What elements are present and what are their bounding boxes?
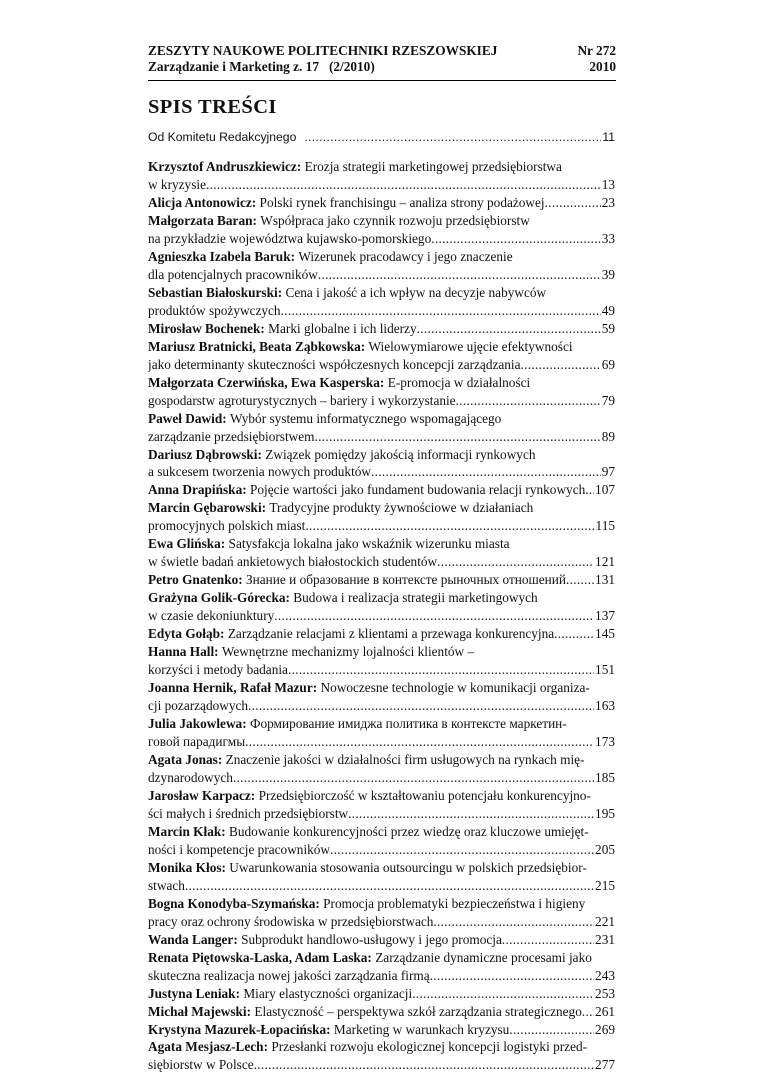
toc-entry[interactable] xyxy=(148,625,615,643)
toc-entry-line xyxy=(148,895,615,913)
author-name: Petro Gnatenko: xyxy=(148,572,243,588)
toc-entry-line xyxy=(148,877,615,895)
dot-leader xyxy=(233,769,594,787)
dot-leader xyxy=(318,266,601,284)
page-number: 11 xyxy=(602,130,615,144)
entry-title: a sukcesem tworzenia nowych produktów xyxy=(148,464,372,480)
page-number: 137 xyxy=(595,608,615,624)
toc-entry[interactable] xyxy=(148,499,615,535)
toc-entry-line xyxy=(148,841,615,859)
series-part: (2/2010) xyxy=(328,59,375,74)
toc-entry[interactable] xyxy=(148,320,615,338)
entry-title: Miary elastyczności organizacji xyxy=(243,985,413,1001)
entry-title: Budowa i realizacja strategii marketingowych xyxy=(293,590,538,606)
entry-title: produktów spożywczych xyxy=(148,302,281,318)
page-number: 173 xyxy=(595,734,615,749)
toc-entry-line xyxy=(148,266,615,284)
page-number: 205 xyxy=(595,841,615,857)
toc-entry-line xyxy=(148,1021,615,1039)
dot-leader xyxy=(554,625,594,643)
entry-title: w kryzysie xyxy=(148,176,206,192)
entry-title: promocyjnych polskich miast xyxy=(148,518,306,534)
entry-title: korzyści i metody badania xyxy=(148,662,288,678)
toc-entry-line xyxy=(148,679,615,697)
entry-title: dla potencjalnych pracowników xyxy=(148,266,318,282)
dot-leader xyxy=(281,302,601,320)
toc-entry-line xyxy=(148,158,615,176)
entry-title: Формирование имиджа политика в контексте маркетин- xyxy=(249,716,567,732)
author-name: Julia Jakowlewa: xyxy=(148,716,247,732)
toc-entry-line xyxy=(148,302,615,320)
page-number: 221 xyxy=(595,913,615,929)
toc-entry-line xyxy=(148,625,615,643)
dot-leader xyxy=(288,661,594,679)
author-name: Jarosław Karpacz: xyxy=(148,787,256,803)
toc-entry-line xyxy=(148,1003,615,1021)
toc-entry[interactable] xyxy=(148,895,615,931)
author-name: Paweł Dawid: xyxy=(148,410,227,426)
entry-title: Tradycyjne produkty żywnościowe w działaniach xyxy=(269,500,534,516)
toc-entry-line xyxy=(148,607,615,625)
author-name: Monika Kłos: xyxy=(148,859,226,875)
author-name: Krystyna Mazurek-Łopacińska: xyxy=(148,1021,331,1037)
dot-leader xyxy=(545,194,601,212)
dot-leader xyxy=(566,571,594,589)
toc-entry-line xyxy=(148,535,615,553)
toc-entry[interactable] xyxy=(148,859,615,895)
toc-entry[interactable] xyxy=(148,212,615,248)
page-number: 253 xyxy=(595,985,615,1001)
entry-title: Satysfakcja lokalna jako wskaźnik wizerunku miasta xyxy=(228,536,510,552)
toc-entry-line xyxy=(148,230,615,248)
entry-title: Zarządzanie relacjami z klientami a przewaga konkurencyjna xyxy=(227,626,555,642)
page-number: 69 xyxy=(601,356,615,372)
author-name: Sebastian Białoskurski: xyxy=(148,284,283,300)
toc-entry-line xyxy=(148,805,615,823)
toc-entries xyxy=(148,158,615,1074)
author-name: Anna Drapińska: xyxy=(148,482,247,498)
toc-entry-line xyxy=(148,787,615,805)
page-number: 13 xyxy=(601,176,615,192)
entry-title: Wielowymiarowe ujęcie efektywności xyxy=(368,338,573,354)
toc-entry-line xyxy=(148,571,615,589)
toc-entry-line xyxy=(148,661,615,679)
toc-entry-line xyxy=(148,374,615,392)
entry-title: E-promocja w działalności xyxy=(387,374,531,390)
toc-entry-line xyxy=(148,733,615,751)
toc-entry-line xyxy=(148,499,615,517)
toc-entry-line xyxy=(148,589,615,607)
toc-entry-line xyxy=(148,284,615,302)
toc-entry-line xyxy=(148,967,615,985)
page-number: 151 xyxy=(595,662,615,678)
dot-leader xyxy=(437,553,594,571)
entry-title: Marketing w warunkach kryzysu xyxy=(333,1021,510,1037)
dot-leader xyxy=(245,733,594,751)
dot-leader xyxy=(296,129,601,147)
dot-leader xyxy=(254,1056,594,1074)
dot-leader xyxy=(274,607,594,625)
toc-entry[interactable] xyxy=(148,284,615,320)
entry-title: Marki globalne i ich liderzy xyxy=(268,320,417,336)
author-name: Agata Mesjasz-Lech: xyxy=(148,1039,269,1055)
page-number: 115 xyxy=(595,518,615,534)
series-label xyxy=(148,59,375,75)
entry-title: Cena i jakość a ich wpływ na decyzje nabywców xyxy=(285,284,547,300)
toc-entry[interactable] xyxy=(148,338,615,374)
toc-entry-line xyxy=(148,1056,615,1074)
author-name: Małgorzata Czerwińska, Ewa Kasperska: xyxy=(148,374,385,390)
header-row-1 xyxy=(148,43,616,59)
toc-entry-line xyxy=(148,553,615,571)
journal-name: ZESZYTY NAUKOWE POLITECHNIKI RZESZOWSKIEJ xyxy=(148,43,498,58)
toc-entry-line xyxy=(148,320,615,338)
page-number: 277 xyxy=(595,1057,615,1073)
dot-leader xyxy=(433,913,594,931)
author-name: Alicja Antonowicz: xyxy=(148,194,257,210)
toc-entry[interactable] xyxy=(148,589,615,625)
page-number: 215 xyxy=(595,877,615,893)
entry-title: na przykładzie województwa kujawsko-pomorskiego xyxy=(148,230,432,246)
toc-entry-line xyxy=(148,481,615,499)
page-number: 33 xyxy=(601,230,615,246)
entry-title: Polski rynek franchisingu – analiza strony podażowej xyxy=(259,194,545,210)
page-number: 185 xyxy=(595,769,615,785)
page-number: 269 xyxy=(595,1021,615,1037)
page-number: 231 xyxy=(595,931,615,947)
entry-title: Elastyczność – perspektywa szkół zarządzania strategicznego xyxy=(254,1003,582,1019)
toc-entry[interactable] xyxy=(148,823,615,859)
author-name: Joanna Hernik, Rafał Mazur: xyxy=(148,680,318,696)
entry-title: Wybór systemu informatycznego wspomagającego xyxy=(230,410,502,426)
dot-leader xyxy=(185,877,594,895)
dot-leader xyxy=(502,931,594,949)
toc-entry-line xyxy=(148,176,615,194)
page-number: 121 xyxy=(595,554,615,570)
toc-entry[interactable] xyxy=(148,931,615,949)
toc-entry-line xyxy=(148,769,615,787)
toc-entry-line xyxy=(148,859,615,877)
entry-title: pracy oraz ochrony środowiska w przedsiębiorstwach xyxy=(148,913,434,929)
dot-leader xyxy=(521,356,601,374)
entry-title: stwach xyxy=(148,877,185,893)
author-name: Wanda Langer: xyxy=(148,931,238,947)
entry-title: jako determinanty skuteczności współczesnych koncepcji zarządzania xyxy=(148,356,521,372)
author-name: Dariusz Dąbrowski: xyxy=(148,446,262,462)
dot-leader xyxy=(430,967,594,985)
toc-entry-line xyxy=(148,446,615,464)
page-number: 97 xyxy=(601,464,615,480)
dot-leader xyxy=(348,805,594,823)
entry-title: skuteczna realizacja nowej jakości zarządzania firmą xyxy=(148,967,430,983)
entry-title: Nowoczesne technologie w komunikacji organiza- xyxy=(320,680,590,696)
toc-entry-line xyxy=(148,931,615,949)
entry-title: Uwarunkowania stosowania outsourcingu w polskich przedsiębior- xyxy=(229,859,587,875)
page-number: 107 xyxy=(595,482,615,498)
toc-entry[interactable] xyxy=(148,679,615,715)
author-name: Edyta Gołąb: xyxy=(148,626,225,642)
page-number: 79 xyxy=(601,392,615,408)
dot-leader xyxy=(330,841,594,859)
entry-title: Знание и образование в контексте рыночных отношений xyxy=(246,572,567,588)
toc-entry-line xyxy=(148,697,615,715)
toc-entry[interactable] xyxy=(148,446,615,482)
toc-entry-line xyxy=(148,913,615,931)
toc-entry-line xyxy=(148,338,615,356)
page-title: SPIS TREŚCI xyxy=(148,96,277,118)
toc-entry-line xyxy=(148,715,615,733)
toc-entry-line xyxy=(148,194,615,212)
intro-text: Od Komitetu Redakcyjnego xyxy=(148,130,297,144)
toc-entry[interactable] xyxy=(148,751,615,787)
dot-leader xyxy=(582,1003,594,1021)
author-name: Renata Piętowska-Laska, Adam Laska: xyxy=(148,949,372,965)
entry-title: ności i kompetencje pracowników xyxy=(148,841,331,857)
series-name: Zarządzanie i Marketing z. 17 xyxy=(148,59,319,74)
page-number: 195 xyxy=(595,805,615,821)
toc-entry[interactable] xyxy=(148,715,615,751)
toc-entry-line xyxy=(148,751,615,769)
entry-title: gospodarstw agroturystycznych – bariery i wykorzystanie xyxy=(148,392,456,408)
toc-entry-line xyxy=(148,1038,615,1056)
toc-entry[interactable] xyxy=(148,949,615,985)
toc-entry[interactable] xyxy=(148,374,615,410)
dot-leader xyxy=(585,481,594,499)
entry-title: Pojęcie wartości jako fundament budowania relacji rynkowych xyxy=(249,482,586,498)
author-name: Krzysztof Andruszkiewicz: xyxy=(148,159,302,174)
dot-leader xyxy=(509,1021,594,1039)
page-number: 39 xyxy=(601,266,615,282)
toc-entry[interactable] xyxy=(148,1021,615,1039)
toc-entry-line xyxy=(148,823,615,841)
author-name: Małgorzata Baran: xyxy=(148,212,257,228)
dot-leader xyxy=(371,463,601,481)
dot-leader xyxy=(305,517,594,535)
toc-intro-entry[interactable] xyxy=(148,129,615,147)
dot-leader xyxy=(456,392,601,410)
author-name: Marcin Kłak: xyxy=(148,823,226,839)
author-name: Agata Jonas: xyxy=(148,751,223,767)
page-number: 89 xyxy=(601,428,615,444)
toc-entry[interactable] xyxy=(148,571,615,589)
author-name: Marcin Gębarowski: xyxy=(148,500,267,516)
toc-entry-line xyxy=(148,212,615,230)
toc-entry-line xyxy=(148,643,615,661)
toc-entry-line xyxy=(148,392,615,410)
toc-entry-line xyxy=(148,356,615,374)
toc-entry[interactable] xyxy=(148,1003,615,1021)
author-name: Agnieszka Izabela Baruk: xyxy=(148,248,296,264)
author-name: Hanna Hall: xyxy=(148,644,219,660)
dot-leader xyxy=(315,428,601,446)
toc-entry[interactable] xyxy=(148,535,615,571)
page-number: 131 xyxy=(595,572,615,588)
author-name: Mariusz Bratnicki, Beata Ząbkowska: xyxy=(148,338,366,354)
entry-title: Przesłanki rozwoju ekologicznej koncepcji logistyki przed- xyxy=(271,1039,588,1055)
entry-title: Budowanie konkurencyjności przez wiedzę oraz kluczowe umiejęt- xyxy=(229,823,589,839)
toc-entry-line xyxy=(148,410,615,428)
toc-entry-line xyxy=(148,463,615,481)
dot-leader xyxy=(206,176,601,194)
page-number: 23 xyxy=(601,194,615,210)
entry-title: cji pozarządowych xyxy=(148,698,249,714)
entry-title: Związek pomiędzy jakością informacji rynkowych xyxy=(265,446,536,462)
header-row-2 xyxy=(148,59,616,75)
toc-entry[interactable] xyxy=(148,481,615,499)
toc-entry-line xyxy=(148,428,615,446)
dot-leader xyxy=(431,230,600,248)
entry-title: Promocja problematyki bezpieczeństwa i higieny xyxy=(323,895,586,911)
author-name: Grażyna Golik-Górecka: xyxy=(148,590,290,606)
toc-entry[interactable] xyxy=(148,194,615,212)
entry-title: zarządzanie przedsiębiorstwem xyxy=(148,428,315,444)
entry-title: w czasie dekoniunktury xyxy=(148,608,275,624)
page-number: 145 xyxy=(595,626,615,642)
entry-title: Znaczenie jakości w działalności firm usługowych na rynkach mię- xyxy=(225,751,585,767)
issue-year: 2010 xyxy=(589,59,616,74)
toc-entry-line xyxy=(148,248,615,266)
entry-title: Wewnętrzne mechanizmy lojalności klientów – xyxy=(221,644,475,660)
entry-title: siębiorstw w Polsce xyxy=(148,1057,254,1073)
entry-title: dzynarodowych xyxy=(148,769,233,785)
toc-entry[interactable] xyxy=(148,158,615,194)
page-number: 261 xyxy=(595,1003,615,1019)
dot-leader xyxy=(248,697,594,715)
entry-title: w świetle badań ankietowych białostockich studentów xyxy=(148,554,438,570)
toc-entry[interactable] xyxy=(148,787,615,823)
page-number: 59 xyxy=(601,320,615,336)
entry-title: Zarządzanie dynamiczne procesami jako xyxy=(375,949,592,965)
entry-title: Subprodukt handlowo-usługowy i jego promocja xyxy=(241,931,502,947)
toc-entry-line xyxy=(148,517,615,535)
toc-entry-line xyxy=(148,949,615,967)
author-name: Mirosław Bochenek: xyxy=(148,320,265,336)
entry-title: Współpraca jako czynnik rozwoju przedsiębiorstw xyxy=(260,212,530,228)
author-name: Justyna Leniak: xyxy=(148,985,240,1001)
toc-entry[interactable] xyxy=(148,1038,615,1074)
dot-leader xyxy=(417,320,601,338)
entry-title: Przedsiębiorczość w kształtowaniu potencjału konkurencyjno- xyxy=(258,787,591,803)
author-name: Ewa Glińska: xyxy=(148,536,226,552)
entry-title: Wizerunek pracodawcy i jego znaczenie xyxy=(298,248,513,264)
entry-title: ści małych i średnich przedsiębiorstw xyxy=(148,805,349,821)
author-name: Michał Majewski: xyxy=(148,1003,252,1019)
page-number: 49 xyxy=(601,302,615,318)
author-name: Bogna Konodyba-Szymańska: xyxy=(148,895,320,911)
entry-title: Erozja strategii marketingowej przedsiębiorstwa xyxy=(304,159,562,174)
journal-header xyxy=(148,43,616,75)
page-number: 243 xyxy=(595,967,615,983)
entry-title: говой парадигмы xyxy=(148,734,246,749)
toc-entry[interactable] xyxy=(148,248,615,284)
page-number: 163 xyxy=(595,698,615,714)
header-rule xyxy=(148,80,616,81)
toc-entry[interactable] xyxy=(148,643,615,679)
issue-number: Nr 272 xyxy=(577,43,616,58)
toc-entry[interactable] xyxy=(148,410,615,446)
